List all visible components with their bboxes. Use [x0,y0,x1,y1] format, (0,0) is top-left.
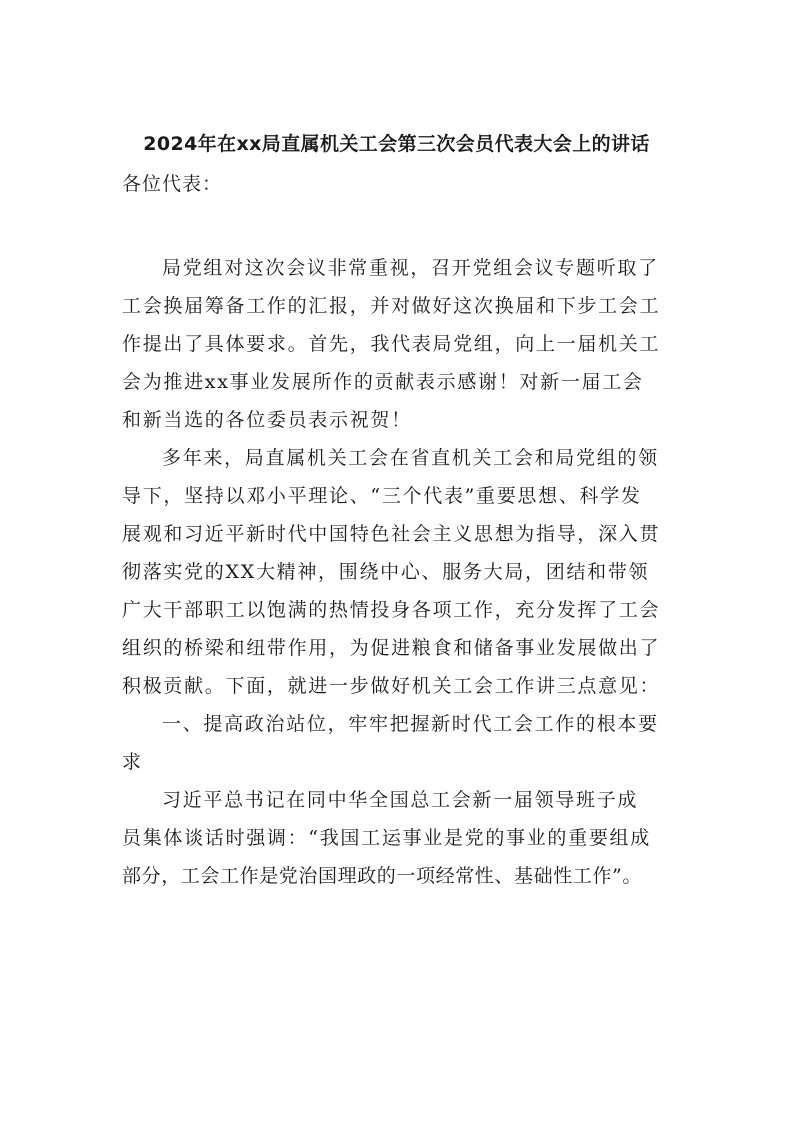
paragraph-3-line-1: 习近平总书记在同中华全国总工会新一届领导班子成 [162,789,639,811]
paragraph-2-line-6: 组织的桥梁和纽带作用，为促进粮食和储备事业发展做出了 [122,637,661,659]
paragraph-2-line-5: 广大干部职工以饱满的热情投身各项工作，充分发挥了工会 [122,599,661,621]
paragraph-3-line-2: 员集体谈话时强调：“我国工运事业是党的事业的重要组成 [122,827,651,849]
paragraph-2-line-4: 彻落实党的XX大精神，围绕中心、服务大局，团结和带领 [122,561,650,583]
paragraph-2-line-2: 导下，坚持以邓小平理论、“三个代表”重要思想、科学发 [122,485,642,507]
paragraph-1-line-2: 工会换届筹备工作的汇报，并对做好这次换届和下步工会工 [122,295,661,317]
paragraph-2-line-1: 多年来，局直属机关工会在省直机关工会和局党组的领 [162,447,659,469]
paragraph-1-line-5: 和新当选的各位委员表示祝贺！ [122,409,412,431]
paragraph-3-line-3: 部分，工会工作是党治国理政的一项经常性、基础性工作”。 [122,865,642,887]
paragraph-1-line-4: 会为推进xx事业发展所作的贡献表示感谢！对新一届工会 [122,371,644,393]
salutation: 各位代表： [122,173,223,195]
paragraph-2-line-7: 积极贡献。下面，就进一步做好机关工会工作讲三点意见： [122,675,661,697]
section-heading-1-line-2: 求 [122,751,143,773]
document-body [122,252,682,898]
paragraph-1-line-1: 局党组对这次会议非常重视，召开党组会议专题听取了 [162,257,659,279]
paragraph-1-line-3: 作提出了具体要求。首先，我代表局党组，向上一届机关工 [122,333,661,355]
document-title: 2024年在xx局直属机关工会第三次会员代表大会上的讲话 [143,133,650,155]
section-heading-1-line-1: 一、提高政治站位，牢牢把握新时代工会工作的根本要 [162,713,659,735]
paragraph-2-line-3: 展观和习近平新时代中国特色社会主义思想为指导，深入贯 [122,523,661,545]
